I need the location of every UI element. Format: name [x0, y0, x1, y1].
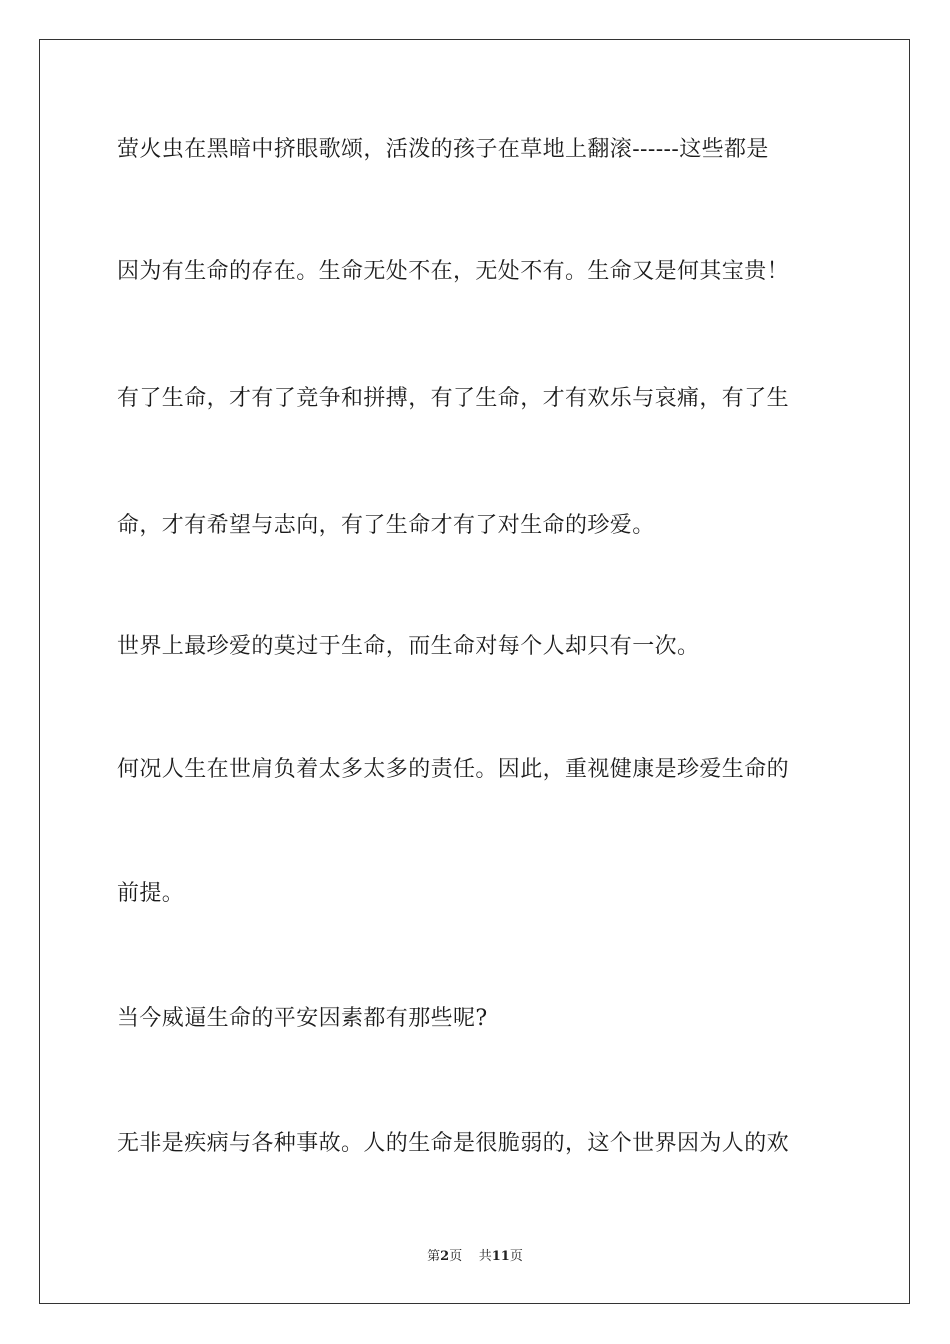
- footer-total-pages: 11: [491, 1249, 510, 1264]
- page-footer: [0, 1248, 950, 1266]
- body-line-5: 世界上最珍爱的莫过于生命，而生命对每个人却只有一次。: [117, 634, 700, 659]
- body-line-7: 前提。: [117, 881, 185, 906]
- footer-total-prefix: 共: [478, 1249, 492, 1264]
- footer-page-suffix: 页: [449, 1249, 463, 1264]
- footer-page-number: 2: [440, 1249, 450, 1264]
- body-line-8: 当今威逼生命的平安因素都有那些呢?: [117, 1006, 488, 1031]
- body-line-6: 何况人生在世肩负着太多太多的责任。因此，重视健康是珍爱生命的: [117, 757, 790, 782]
- body-line-9: 无非是疾病与各种事故。人的生命是很脆弱的，这个世界因为人的欢: [117, 1131, 790, 1156]
- body-line-1: 萤火虫在黑暗中挤眼歌颂，活泼的孩子在草地上翻滚------这些都是: [117, 137, 769, 162]
- body-line-4: 命，才有希望与志向，有了生命才有了对生命的珍爱。: [117, 513, 655, 538]
- footer-page-prefix: 第: [427, 1249, 441, 1264]
- page-border: [39, 39, 910, 1304]
- footer-total-suffix: 页: [509, 1249, 523, 1264]
- body-line-3: 有了生命，才有了竞争和拼搏，有了生命，才有欢乐与哀痛，有了生: [117, 386, 790, 411]
- body-line-2: 因为有生命的存在。生命无处不在，无处不有。生命又是何其宝贵！: [117, 259, 790, 284]
